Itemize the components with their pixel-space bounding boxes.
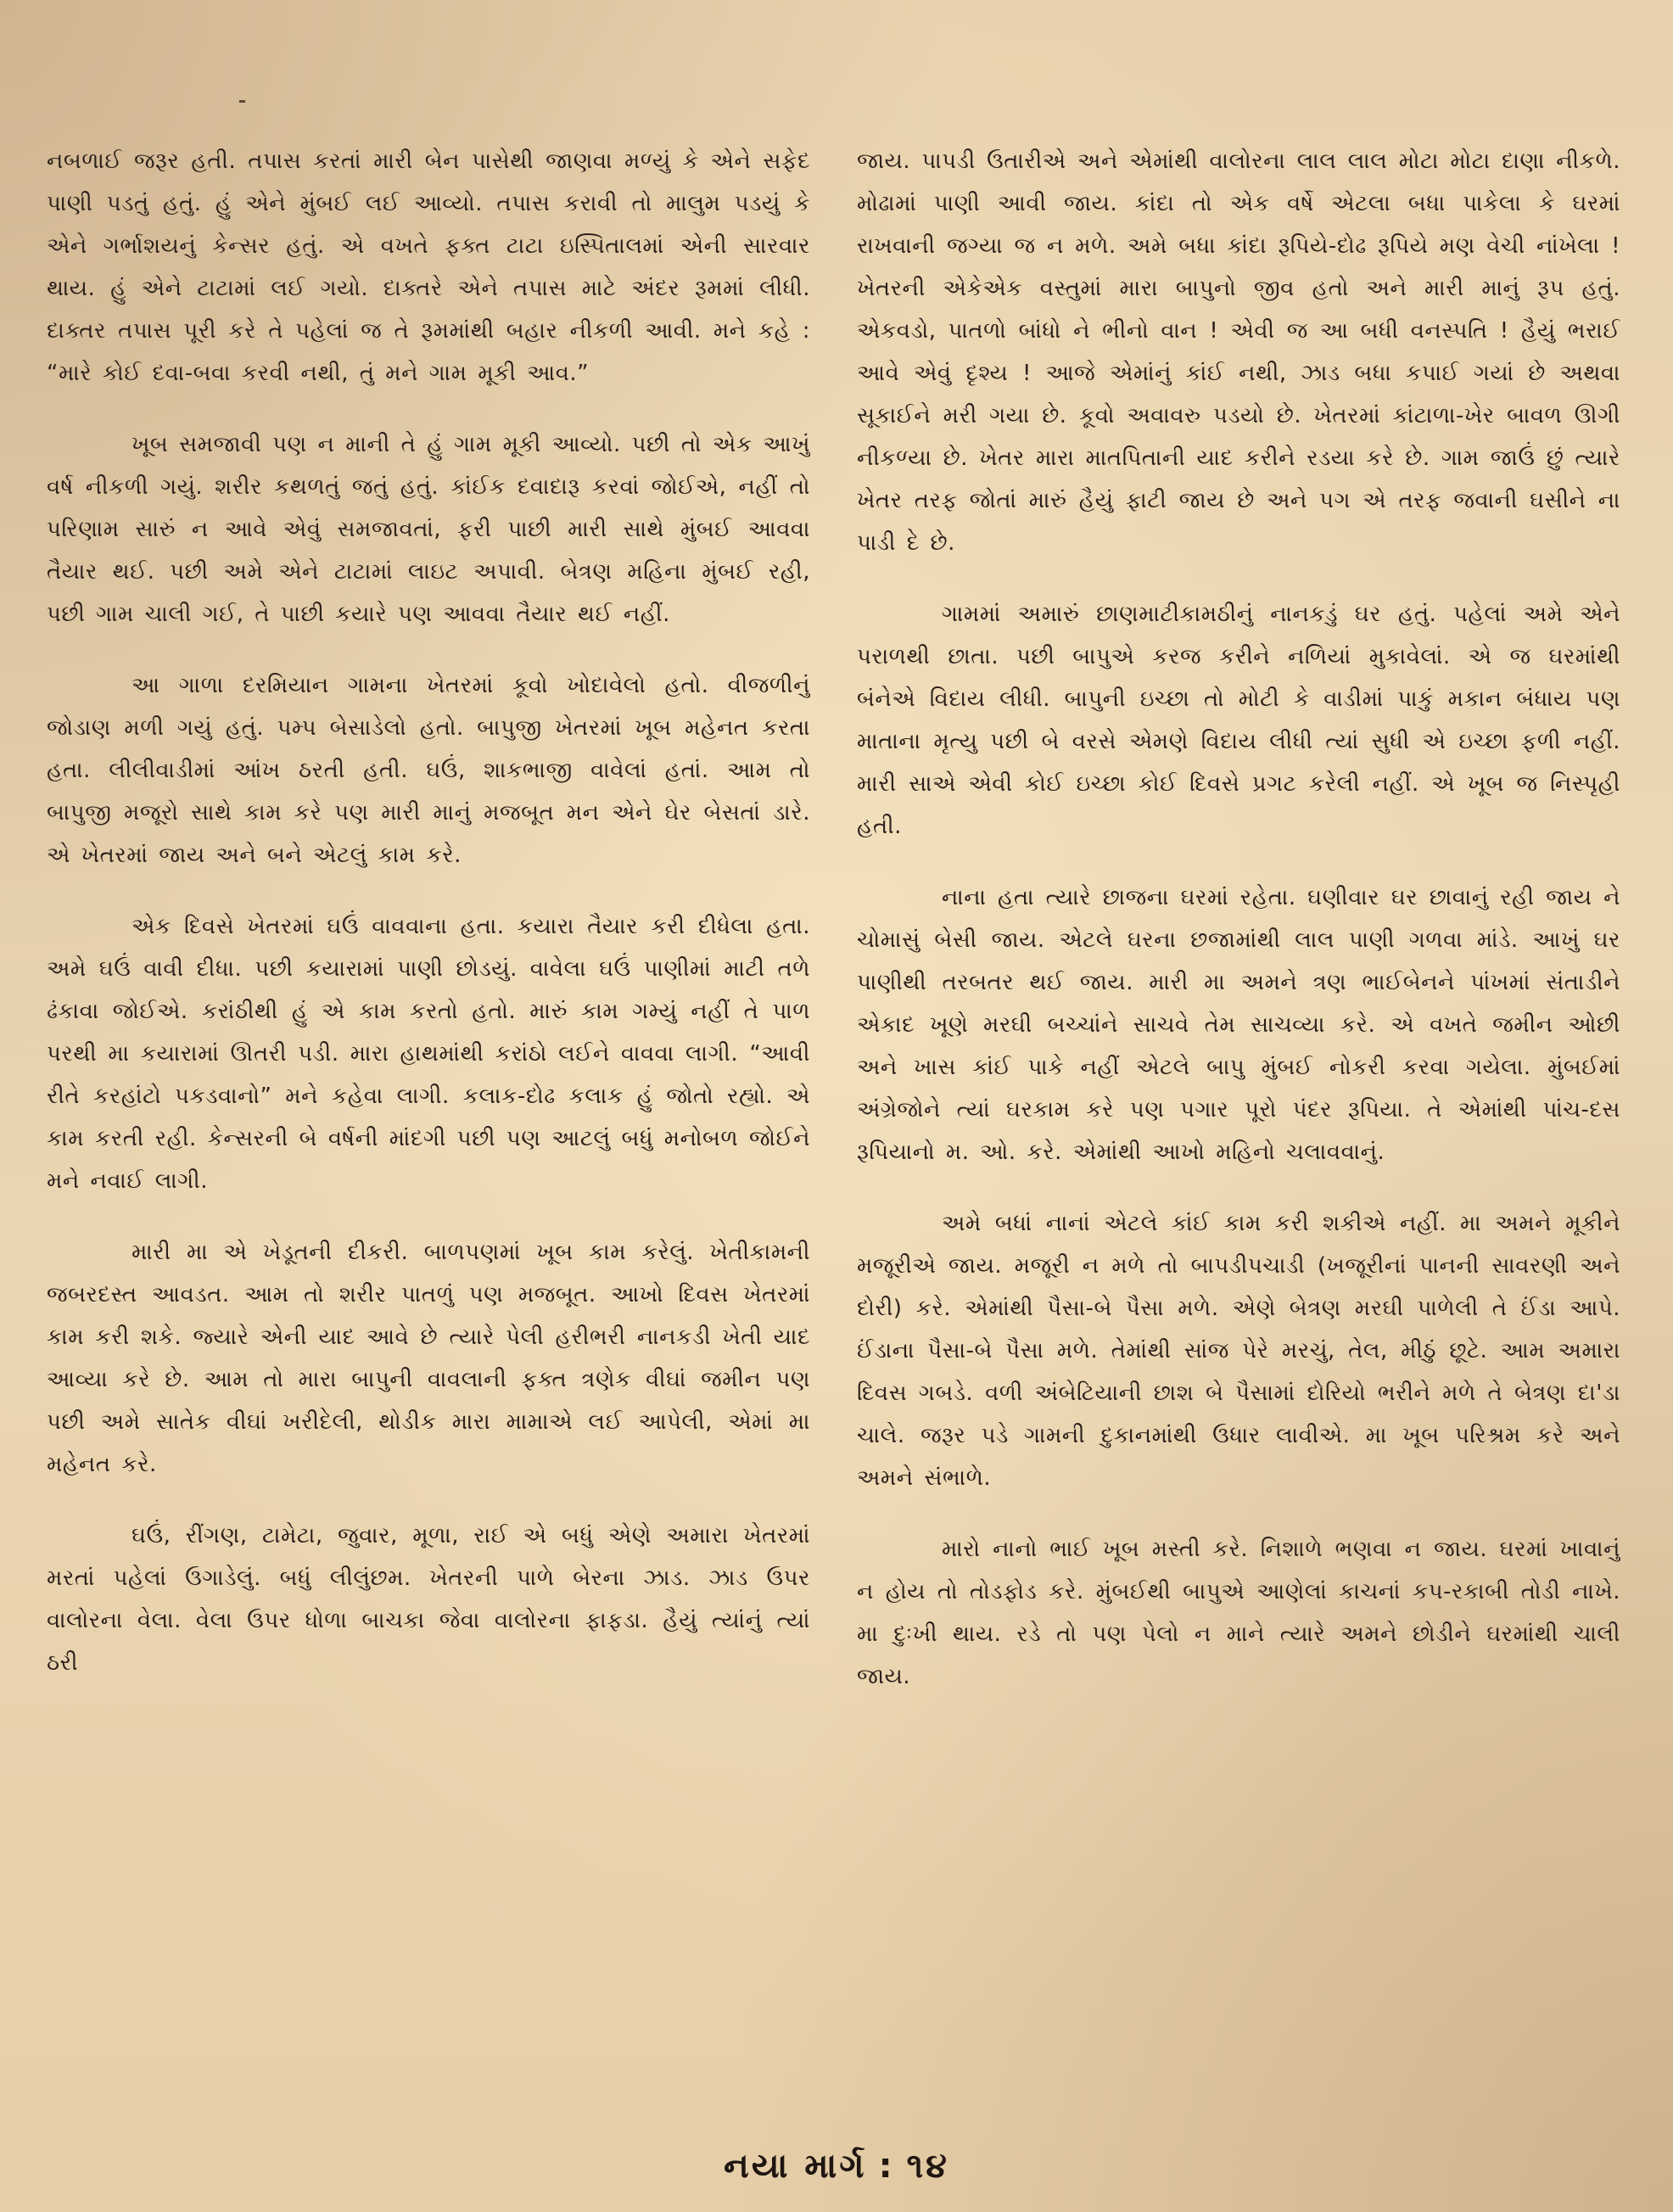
footer-separator: : <box>878 2147 895 2186</box>
left-column <box>47 140 810 2058</box>
paragraph: આ ગાળા દરમિયાન ગામના ખેતરમાં કૂવો ખોદાવેલો હતો. વીજળીનું જોડાણ મળી ગયું હતું. પમ્પ બેસાડેલો હતો. બાપુજી ખેતરમાં ખૂબ મહેનત કરતા હતા. લીલીવાડીમાં આંખ ઠરતી હતી. ઘઉં, શાકભાજી વાવેલાં હતાં. આમ તો બાપુજી મજૂરો સાથે કામ કરે પણ મારી માનું મજબૂત મન એને ઘેર બેસતાં ડારે. એ ખેતરમાં જાય અને બને એટલું કામ કરે. <box>47 673 810 868</box>
page-footer <box>0 2147 1673 2186</box>
ink-mark <box>239 100 245 103</box>
paragraph: મારો નાનો ભાઈ ખૂબ મસ્તી કરે. નિશાળે ભણવા ન જાય. ઘરમાં ખાવાનું ન હોય તો તોડફોડ કરે. મુંબઈથી બાપુએ આણેલાં કાચનાં કપ-રકાબી તોડી નાખે. મા દુઃખી થાય. રડે તો પણ પેલો ન માને ત્યારે અમને છોડીને ઘરમાંથી ચાલી જાય. <box>857 1537 1620 1689</box>
paragraph: ખૂબ સમજાવી પણ ન માની તે હું ગામ મૂકી આવ્યો. પછી તો એક આખું વર્ષ નીકળી ગયું. શરીર કથળતું જતું હતું. કાંઈક દવાદારૂ કરવાં જોઈએ, નહીં તો પરિણામ સારું ન આવે એવું સમજાવતાં, ફરી પાછી મારી સાથે મુંબઈ આવવા તૈયાર થઈ. પછી અમે એને ટાટામાં લાઇટ અપાવી. બેત્રણ મહિના મુંબઈ રહી, પછી ગામ ચાલી ગઈ, તે પાછી કયારે પણ આવવા તૈયાર થઈ નહીં. <box>47 432 810 627</box>
paragraph: ઘઉં, રીંગણ, ટામેટા, જુવાર, મૂળા, રાઈ એ બધું એણે અમારા ખેતરમાં મરતાં પહેલાં ઉગાડેલું. બધું લીલુંછમ. ખેતરની પાળે બેરના ઝાડ. ઝાડ ઉપર વાલોરના વેલા. વેલા ઉપર ધોળા બાચકા જેવા વાલોરના ફાફડા. હૈયું ત્યાંનું ત્યાં ઠરી <box>47 1523 810 1676</box>
paragraph: નબળાઈ જરૂર હતી. તપાસ કરતાં મારી બેન પાસેથી જાણવા મળ્યું કે એને સફેદ પાણી પડતું હતું. હું એને મુંબઈ લઈ આવ્યો. તપાસ કરાવી તો માલુમ પડયું કે એને ગર્ભાશયનું કેન્સર હતું. એ વખતે ફક્ત ટાટા ઇસ્પિતાલમાં એની સારવાર થાય. હું એને ટાટામાં લઈ ગયો. દાક્તરે એને તપાસ માટે અંદર રૂમમાં લીધી. દાક્તર તપાસ પૂરી કરે તે પહેલાં જ તે રૂમમાંથી બહાર નીકળી આવી. મને કહે : “મારે કોઈ દવા-બવા કરવી નથી, તું મને ગામ મૂકી આવ.” <box>47 148 810 386</box>
paragraph: નાના હતા ત્યારે છાજના ઘરમાં રહેતા. ઘણીવાર ઘર છાવાનું રહી જાય ને ચોમાસું બેસી જાય. એટલે ઘરના છજામાંથી લાલ પાણી ગળવા માંડે. આખું ઘર પાણીથી તરબતર થઈ જાય. મારી મા અમને ત્રણ ભાઈબેનને પાંખમાં સંતાડીને એકાદ ખૂણે મરઘી બચ્ચાંને સાચવે તેમ સાચવ્યા કરે. એ વખતે જમીન ઓછી અને ખાસ કાંઈ પાકે નહીં એટલે બાપુ મુંબઈ નોકરી કરવા ગયેલા. મુંબઈમાં અંગ્રેજોને ત્યાં ઘરકામ કરે પણ પગાર પૂરો પંદર રૂપિયા. તે એમાંથી પાંચ-દસ રૂપિયાનો મ. ઓ. કરે. એમાંથી આખો મહિનો ચલાવવાનું. <box>857 885 1620 1165</box>
paragraph: મારી મા એ ખેડૂતની દીકરી. બાળપણમાં ખૂબ કામ કરેલું. ખેતીકામની જબરદસ્ત આવડત. આમ તો શરીર પાતળું પણ મજબૂત. આખો દિવસ ખેતરમાં કામ કરી શકે. જ્યારે એની યાદ આવે છે ત્યારે પેલી હરીભરી નાનકડી ખેતી યાદ આવ્યા કરે છે. આમ તો મારા બાપુની વાવલાની ફક્ત ત્રણેક વીઘાં જમીન પણ પછી અમે સાતેક વીઘાં ખરીદેલી, થોડીક મારા મામાએ લઈ આપેલી, એમાં મા મહેનત કરે. <box>47 1240 810 1477</box>
page-number: ૧૪ <box>906 2147 949 2186</box>
magazine-name: નયા માર્ગ <box>724 2147 867 2186</box>
right-column <box>857 140 1620 2058</box>
paragraph: અમે બધાં નાનાં એટલે કાંઈ કામ કરી શકીએ નહીં. મા અમને મૂકીને મજૂરીએ જાય. મજૂરી ન મળે તો બાપડીપચાડી (ખજૂરીનાં પાનની સાવરણી અને દોરી) કરે. એમાંથી પૈસા-બે પૈસા મળે. એણે બેત્રણ મરઘી પાળેલી તે ઈંડા આપે. ઈંડાના પૈસા-બે પૈસા મળે. તેમાંથી સાંજ પેરે મરચું, તેલ, મીઠું છૂટે. આમ અમારા દિવસ ગબડે. વળી અંબેટિયાની છાશ બે પૈસામાં દોરિયો ભરીને મળે તે બેત્રણ દા'ડા ચાલે. જરૂર પડે ગામની દુકાનમાંથી ઉધાર લાવીએ. મા ખૂબ પરિશ્રમ કરે અને અમને સંભાળે. <box>857 1211 1620 1491</box>
paragraph: ગામમાં અમારું છાણમાટીકામઠીનું નાનકડું ઘર હતું. પહેલાં અમે એને પરાળથી છાતા. પછી બાપુએ કરજ કરીને નળિયાં મુકાવેલાં. એ જ ઘરમાંથી બંનેએ વિદાય લીધી. બાપુની ઇચ્છા તો મોટી કે વાડીમાં પાકું મકાન બંધાય પણ માતાના મૃત્યુ પછી બે વરસે એમણે વિદાય લીધી ત્યાં સુધી એ ઇચ્છા ફળી નહીં. મારી સાએ એવી કોઈ ઇચ્છા કોઈ દિવસે પ્રગટ કરેલી નહીં. એ ખૂબ જ નિસ્પૃહી હતી. <box>857 602 1620 839</box>
paragraph: એક દિવસે ખેતરમાં ઘઉં વાવવાના હતા. કયારા તૈયાર કરી દીધેલા હતા. અમે ઘઉં વાવી દીધા. પછી કયારામાં પાણી છોડયું. વાવેલા ઘઉં પાણીમાં માટી તળે ઢંકાવા જોઈએ. કરાંઠીથી હું એ કામ કરતો હતો. મારું કામ ગમ્યું નહીં તે પાળ પરથી મા કયારામાં ઊતરી પડી. મારા હાથમાંથી કરાંઠો લઈને વાવવા લાગી. “આવી રીતે કરહાંટો પકડવાનો” મને કહેવા લાગી. કલાક-દોઢ કલાક હું જોતો રહ્યો. એ કામ કરતી રહી. કેન્સરની બે વર્ષની માંદગી પછી પણ આટલું બધું મનોબળ જોઈને મને નવાઈ લાગી. <box>47 914 810 1194</box>
paragraph: જાય. પાપડી ઉતારીએ અને એમાંથી વાલોરના લાલ લાલ મોટા મોટા દાણા નીકળે. મોઢામાં પાણી આવી જાય. કાંદા તો એક વર્ષે એટલા બધા પાકેલા કે ઘરમાં રાખવાની જગ્યા જ ન મળે. અમે બધા કાંદા રૂપિયે-દોઢ રૂપિયે મણ વેચી નાંખેલા ! ખેતરની એકેએક વસ્તુમાં મારા બાપુનો જીવ હતો અને મારી માનું રૂપ હતું. એકવડો, પાતળો બાંધો ને ભીનો વાન ! એવી જ આ બધી વનસ્પતિ ! હૈયું ભરાઈ આવે એવું દૃશ્ય ! આજે એમાંનું કાંઈ નથી, ઝાડ બધા કપાઈ ગયાં છે અથવા સૂકાઈને મરી ગયા છે. કૂવો અવાવરુ પડયો છે. ખેતરમાં કાંટાળા-ખેર બાવળ ઊગી નીકળ્યા છે. ખેતર મારા માતપિતાની યાદ કરીને રડયા કરે છે. ગામ જાઉં છું ત્યારે ખેતર તરફ જોતાં મારું હૈયું ફાટી જાય છે અને પગ એ તરફ જવાની ઘસીને ના પાડી દે છે. <box>857 148 1620 556</box>
